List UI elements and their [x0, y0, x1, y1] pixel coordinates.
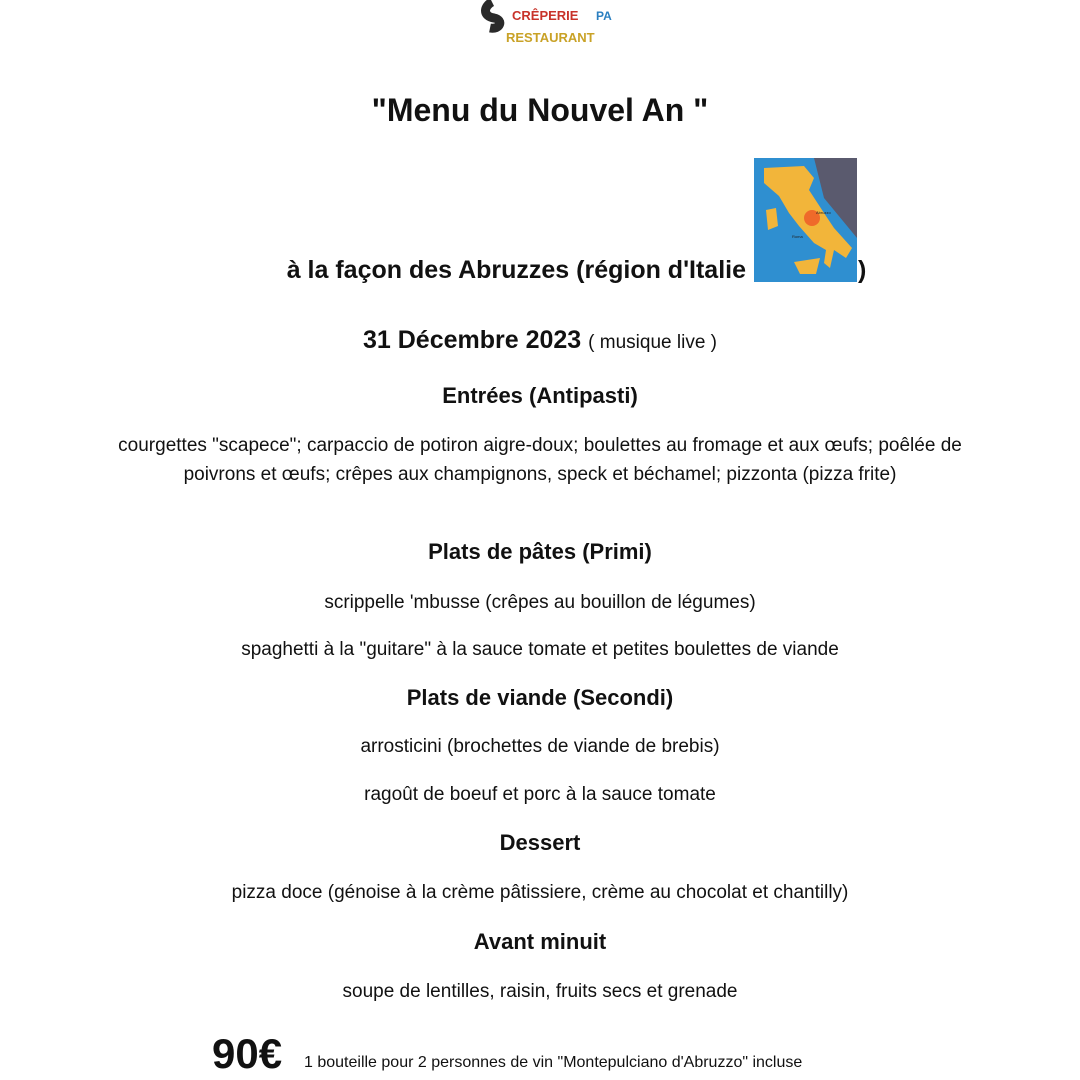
section-heading-entrees: Entrées (Antipasti)	[442, 383, 638, 408]
primi-item: spaghetti à la "guitare" à la sauce tomate et petites boulettes de viande	[241, 639, 839, 660]
avant-minuit-item: soupe de lentilles, raisin, fruits secs et grenade	[342, 981, 738, 1002]
dessert-item: pizza doce (génoise à la crème pâtissiere, crème au chocolat et chantilly)	[231, 882, 849, 903]
section-heading-secondi: Plats de viande (Secondi)	[406, 685, 674, 710]
section-heading-dessert: Dessert	[499, 830, 581, 855]
event-date	[0, 326, 1080, 355]
logo-text-pa: PA	[596, 9, 612, 23]
menu-price: 90€	[212, 1030, 283, 1077]
secondi-item: arrosticini (brochettes de viande de brebis)	[360, 736, 720, 757]
secondi-item: ragoût de boeuf et porc à la sauce tomate	[364, 784, 716, 805]
subtitle	[0, 256, 1080, 288]
date-note: ( musique live )	[588, 332, 717, 353]
map-label-city: Roma	[792, 234, 803, 239]
restaurant-logo	[462, 0, 618, 48]
section-heading-avant-minuit: Avant minuit	[473, 929, 607, 954]
subtitle-text: à la façon des Abruzzes (région d'Italie	[286, 256, 746, 284]
primi-item: scrippelle 'mbusse (crêpes au bouillon de légumes)	[324, 592, 756, 613]
page-title: "Menu du Nouvel An "	[371, 92, 709, 128]
italy-map-image	[754, 158, 857, 282]
price-note: 1 bouteille pour 2 personnes de vin "Montepulciano d'Abruzzo" incluse	[304, 1054, 803, 1071]
subtitle-close: )	[858, 256, 867, 284]
entrees-items: courgettes "scapece"; carpaccio de potiron aigre-doux; boulettes au fromage et aux œufs; poêlée de poivrons et œufs; crêpes aux champignons, speck et béchamel; pizzonta (pizza frite)	[118, 435, 962, 485]
map-label-region: Abruzzo	[816, 210, 831, 215]
logo-text-restaurant: RESTAURANT	[506, 30, 595, 45]
logo-text-creperie: CRÊPERIE	[512, 8, 579, 23]
section-heading-primi: Plats de pâtes (Primi)	[428, 539, 652, 564]
date-text: 31 Décembre 2023	[363, 326, 582, 354]
